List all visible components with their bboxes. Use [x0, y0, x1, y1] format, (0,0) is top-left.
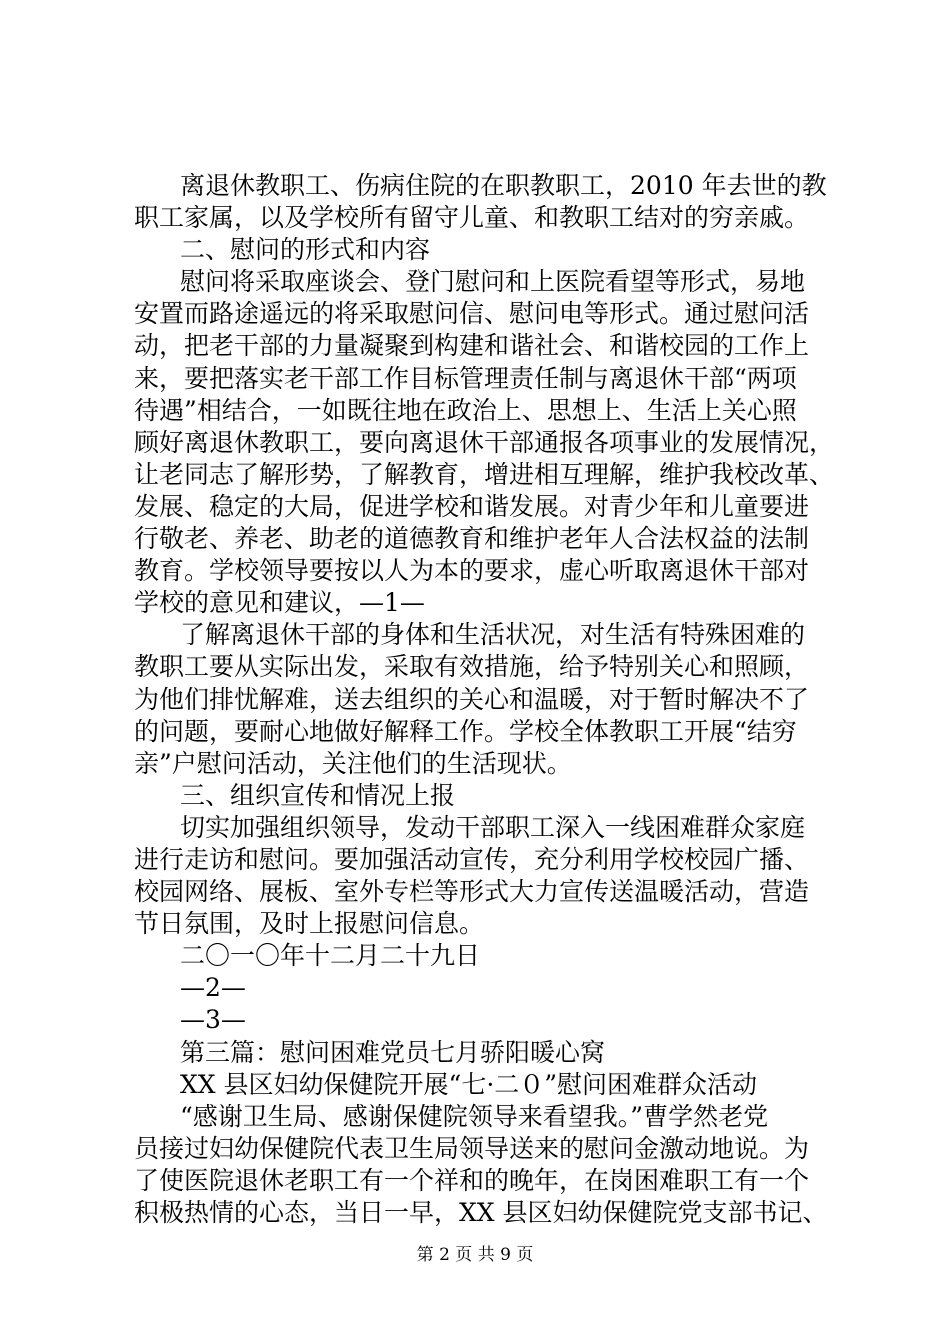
text-line: 慰问将采取座谈会、登门慰问和上医院看望等形式，易地 [180, 267, 806, 297]
text-line: “感谢卫生局、感谢保健院领导来看望我。”曹学然老党 [180, 1101, 769, 1131]
text-line: 顾好离退休教职工，要向离退休干部通报各项事业的发展情况， [134, 427, 835, 457]
text-line: 为他们排忧解难，送去组织的关心和温暖，对于暂时解决不了 [134, 684, 810, 714]
text-line: 亲”户慰问活动，关注他们的生活现状。 [134, 748, 572, 778]
document-body [134, 170, 834, 1229]
text-line: 切实加强组织领导，发动干部职工深入一线困难群众家庭 [180, 812, 806, 842]
text-line: 的问题，要耐心地做好解释工作。学校全体教职工开展“结穷 [134, 716, 797, 746]
text-line: 进行走访和慰问。要加强活动宣传，充分利用学校校园广播、 [134, 844, 810, 874]
text-line: 让老同志了解形势，了解教育，增进相互理解，维护我校改革、 [134, 459, 835, 489]
text-line: 教职工要从实际出发，采取有效措施，给予特别关心和照顾， [134, 652, 810, 682]
text-line: 三、组织宣传和情况上报 [180, 780, 456, 810]
text-line: 发展、稳定的大局，促进学校和谐发展。对青少年和儿童要进 [134, 491, 810, 521]
text-line: 学校的意见和建议，—1— [134, 588, 425, 618]
text-line: 离退休教职工、伤病住院的在职教职工，2010 年去世的教 [180, 171, 827, 200]
text-line: 校园网络、展板、室外专栏等形式大力宣传送温暖活动，营造 [134, 877, 810, 907]
text-line: 安置而路途遥远的将采取慰问信、慰问电等形式。通过慰问活 [134, 299, 810, 329]
text-line: —2— [180, 973, 246, 1003]
page-footer: 第 2 页 共 9 页 [416, 1245, 534, 1265]
text-line: 了解离退休干部的身体和生活状况，对生活有特殊困难的 [180, 620, 806, 650]
text-line: 二〇一〇年十二月二十九日 [180, 941, 481, 971]
text-line: 职工家属，以及学校所有留守儿童、和教职工结对的穷亲戚。 [134, 203, 810, 233]
text-line: 教育。学校领导要按以人为本的要求，虚心听取离退休干部对 [134, 556, 810, 586]
text-line: 员接过妇幼保健院代表卫生局领导送来的慰问金激动地说。为 [134, 1133, 810, 1163]
text-line: 二、慰问的形式和内容 [180, 235, 431, 265]
text-line: 动，把老干部的力量凝聚到构建和谐社会、和谐校园的工作上 [134, 331, 810, 361]
text-line: 节日氛围，及时上报慰问信息。 [134, 909, 485, 939]
text-line: 来，要把落实老干部工作目标管理责任制与离退休干部“两项 [134, 363, 797, 393]
text-line: 了使医院退休老职工有一个祥和的晚年，在岗困难职工有一个 [134, 1165, 810, 1195]
text-line: 第三篇：慰问困难党员七月骄阳暖心窝 [180, 1037, 606, 1067]
text-line: —3— [180, 1005, 246, 1035]
text-line: 积极热情的心态，当日一早，XX 县区妇幼保健院党支部书记、 [134, 1198, 828, 1227]
text-line: 行敬老、养老、助老的道德教育和维护老年人合法权益的法制 [134, 524, 810, 554]
text-line: XX 县区妇幼保健院开展“七·二０”慰问困难群众活动 [180, 1069, 758, 1099]
text-line: 待遇”相结合，一如既往地在政治上、思想上、生活上关心照 [134, 395, 797, 425]
